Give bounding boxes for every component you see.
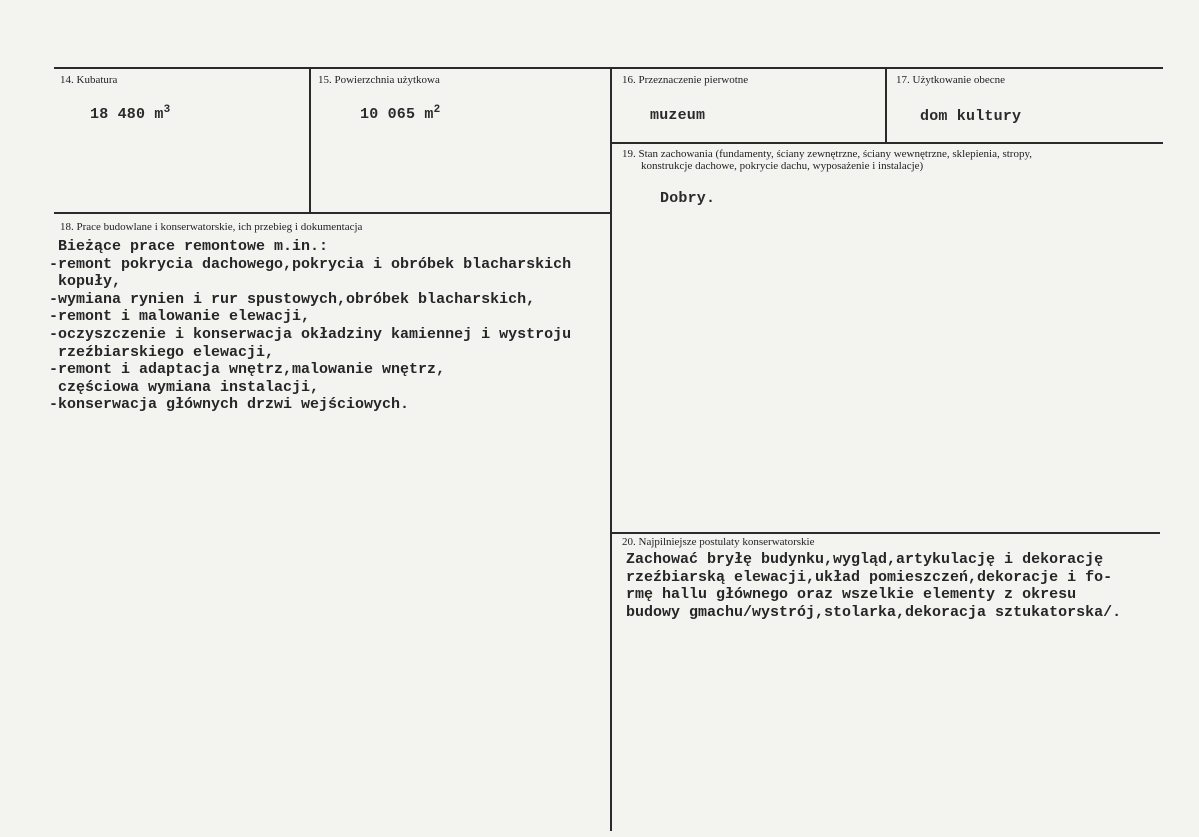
powierzchnia-number: 10 065 m (360, 106, 434, 123)
prace-budowlane-text (49, 238, 571, 414)
rule-under-16-17 (610, 142, 1163, 144)
przeznaczenie-value: muzeum (650, 107, 706, 124)
powierzchnia-value (360, 104, 440, 123)
prace-line: -wymiana rynien i rur spustowych,obróbek blacharskich, (49, 290, 536, 308)
postulaty-label: 20. Najpilniejsze postulaty konserwatorskie (622, 536, 815, 548)
powierzchnia-exponent: 2 (433, 104, 441, 116)
prace-line: -konserwacja głównych drzwi wejściowych. (49, 396, 410, 414)
stan-zachowania-value: Dobry. (660, 190, 716, 207)
divider-16-17 (885, 67, 887, 142)
kubatura-number: 18 480 m (90, 106, 164, 123)
powierzchnia-label: 15. Powierzchnia użytkowa (318, 74, 440, 86)
postulaty-line: budowy gmachu/wystrój,stolarka,dekoracja sztukatorska/. (626, 603, 1122, 621)
postulaty-text (626, 551, 1121, 621)
kubatura-label: 14. Kubatura (60, 74, 118, 86)
uzytkowanie-value: dom kultury (920, 108, 1022, 125)
rule-above-18 (54, 212, 610, 214)
stan-zachowania-label-1: 19. Stan zachowania (fundamenty, ściany zewnętrzne, ściany wewnętrzne, sklepienia, stropy, (622, 148, 1033, 160)
prace-budowlane-label: 18. Prace budowlane i konserwatorskie, ich przebieg i dokumentacja (60, 221, 363, 233)
prace-line: Bieżące prace remontowe m.in.: (49, 238, 329, 255)
postulaty-line: Zachować bryłę budynku,wygląd,artykulację i dekorację (626, 551, 1104, 568)
kubatura-value (90, 104, 170, 123)
divider-14-15 (309, 67, 311, 213)
postulaty-line: rzeźbiarską elewacji,układ pomieszczeń,dekoracje i fo- (626, 568, 1113, 586)
rule-above-20 (610, 532, 1160, 534)
top-rule (54, 67, 1163, 69)
stan-zachowania-label-2: konstrukcje dachowe, pokrycie dachu, wyposażenie i instalacje) (641, 160, 924, 172)
prace-line: -remont pokrycia dachowego,pokrycia i obróbek blacharskich (49, 255, 572, 273)
uzytkowanie-label: 17. Użytkowanie obecne (896, 74, 1006, 86)
prace-line: kopuły, (49, 273, 122, 291)
prace-line: -oczyszczenie i konserwacja okładziny kamiennej i wystroju (49, 325, 572, 343)
divider-center (610, 67, 612, 831)
przeznaczenie-label: 16. Przeznaczenie pierwotne (622, 74, 749, 86)
kubatura-exponent: 3 (163, 104, 171, 116)
prace-line: częściowa wymiana instalacji, (49, 378, 320, 396)
prace-line: rzeźbiarskiego elewacji, (49, 343, 275, 361)
postulaty-line: rmę hallu głównego oraz wszelkie elementy z okresu (626, 586, 1077, 604)
prace-line: -remont i adaptacja wnętrz,malowanie wnętrz, (49, 361, 446, 379)
prace-line: -remont i malowanie elewacji, (49, 308, 311, 326)
